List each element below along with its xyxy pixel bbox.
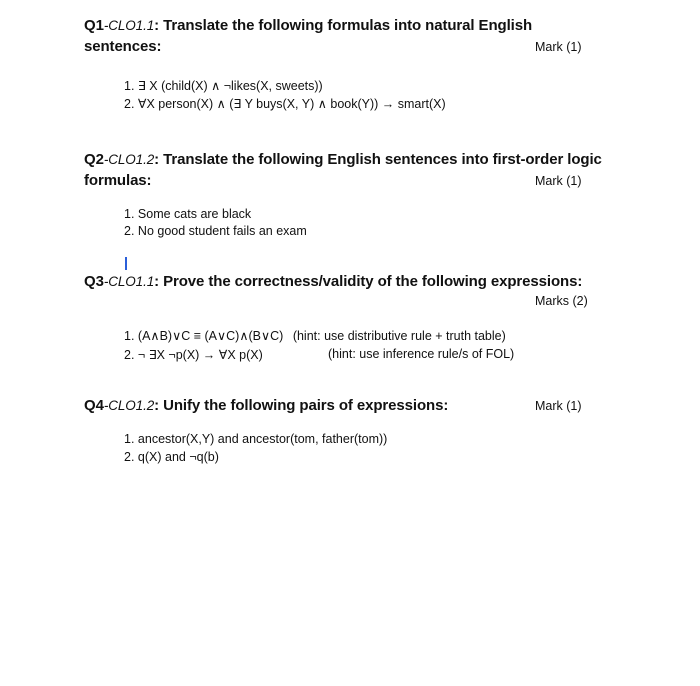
q3-title-line1: : Prove the correctness/validity of the following expressions: xyxy=(154,273,583,290)
item-text: Some cats are black xyxy=(137,207,252,221)
item-text: ∀X person(X) ∧ (∃ Y buys(X, Y) ∧ book(Y)) → smart(X) xyxy=(137,97,446,111)
q2-mark: Mark (1) xyxy=(535,174,582,188)
q4-title-line1: : Unify the following pairs of expressions: xyxy=(154,397,449,414)
q3-item-1 xyxy=(124,328,506,343)
item-hint: (hint: use distributive rule + truth table) xyxy=(292,329,506,343)
item-text: No good student fails an exam xyxy=(137,224,307,238)
q1-id: Q1 xyxy=(84,17,104,34)
q1-heading xyxy=(84,17,532,34)
q1-title-line1: : Translate the following formulas into natural English xyxy=(154,17,533,34)
q1-clo: -CLO1.1 xyxy=(103,18,155,33)
q2-clo: -CLO1.2 xyxy=(103,152,155,167)
item-number: 2. xyxy=(124,224,135,238)
q4-item-2 xyxy=(124,450,219,464)
q2-title-line1: : Translate the following English sentences into first-order logic xyxy=(154,151,602,168)
q1-title-line2: sentences: xyxy=(84,38,162,55)
item-number: 2. xyxy=(124,97,135,111)
q2-heading xyxy=(84,151,602,168)
item-number: 1. xyxy=(124,329,135,343)
q3-id: Q3 xyxy=(84,273,104,290)
q3-item-2 xyxy=(124,347,263,362)
q4-id: Q4 xyxy=(84,397,104,414)
q2-id: Q2 xyxy=(84,151,104,168)
item-number: 2. xyxy=(124,450,135,464)
item-text: (A∧B)∨C ≡ (A∨C)∧(B∨C) xyxy=(137,329,284,343)
q2-item-1 xyxy=(124,207,251,221)
q3-heading xyxy=(84,273,582,290)
item-number: 1. xyxy=(124,207,135,221)
text-cursor xyxy=(125,257,127,270)
item-number: 2. xyxy=(124,348,135,362)
q4-heading xyxy=(84,397,448,414)
q2-item-2 xyxy=(124,224,307,238)
item-text: q(X) and ¬q(b) xyxy=(137,450,219,464)
q4-mark: Mark (1) xyxy=(535,399,582,413)
item-text: ∃ X (child(X) ∧ ¬likes(X, sweets)) xyxy=(137,79,323,93)
q4-clo: -CLO1.2 xyxy=(103,398,155,413)
q1-item-1 xyxy=(124,78,323,93)
q1-item-2 xyxy=(124,96,446,111)
q2-title-line2: formulas: xyxy=(84,172,152,189)
item-number: 1. xyxy=(124,432,135,446)
q3-mark: Marks (2) xyxy=(535,294,588,308)
q4-item-1 xyxy=(124,432,387,446)
q3-item-2-hint: (hint: use inference rule/s of FOL) xyxy=(328,347,515,361)
item-text: ¬ ∃X ¬p(X) → ∀X p(X) xyxy=(137,348,263,362)
item-number: 1. xyxy=(124,79,135,93)
q1-mark: Mark (1) xyxy=(535,40,582,54)
item-text: ancestor(X,Y) and ancestor(tom, father(tom)) xyxy=(137,432,388,446)
q3-clo: -CLO1.1 xyxy=(103,274,155,289)
